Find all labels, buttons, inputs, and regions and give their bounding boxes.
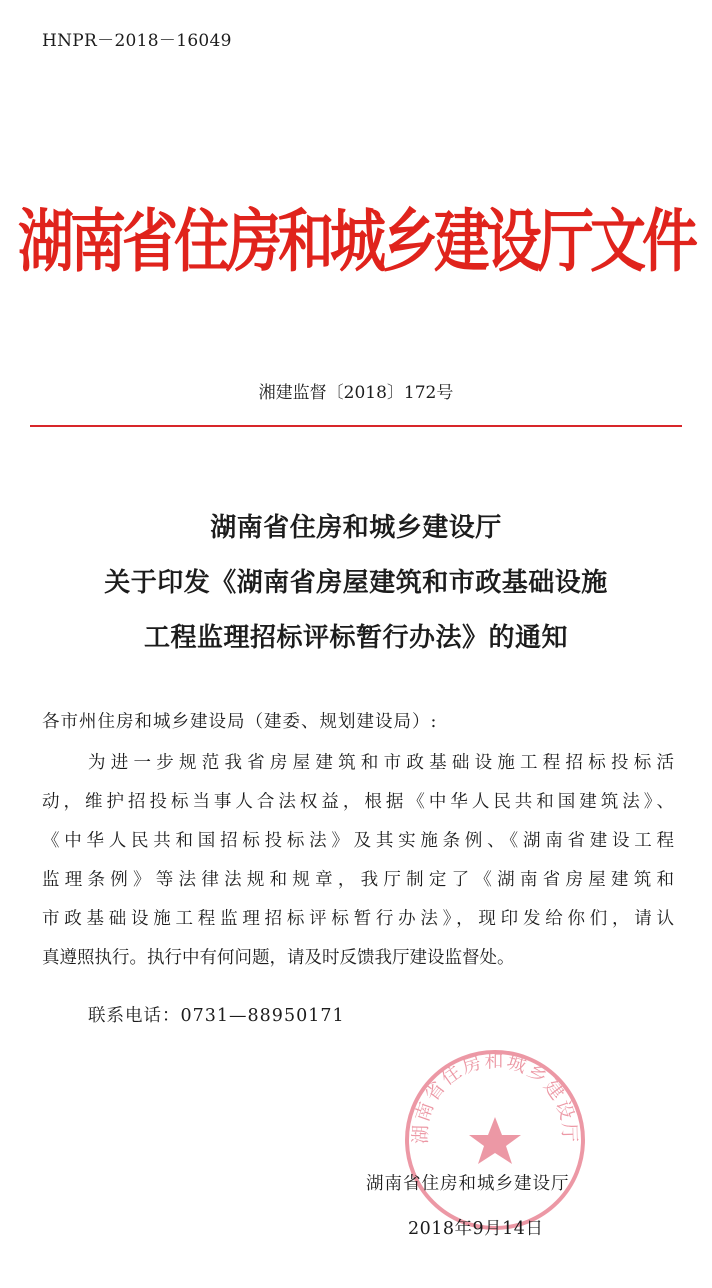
star-icon: [469, 1117, 521, 1164]
notice-title-line-3: 工程监理招标评标暂行办法》的通知: [143, 623, 568, 653]
notice-title-line-1: 湖南省住房和城乡建设厅: [210, 513, 502, 543]
body-line-2: 动，维护招投标当事人合法权益，根据《中华人民共和国建筑法》、: [42, 792, 674, 812]
salutation: 各市州住房和城乡建设局（建委、规划建设局）:: [42, 712, 438, 732]
body-line-6: 真遵照执行。执行中有何问题，请及时反馈我厅建设监督处。: [42, 948, 515, 968]
body-line-3: 《中华人民共和国招标投标法》及其实施条例、《湖南省建设工程: [42, 831, 674, 851]
body-line-5: 市政基础设施工程监理招标评标暂行办法》，现印发给你们，请认: [42, 909, 674, 929]
official-seal-stamp: [400, 1045, 590, 1235]
seal-text: 湖南省住房和城乡建设厅: [409, 1050, 581, 1145]
document-number: HNPR－2018－16049: [42, 31, 232, 51]
issue-date: 2018年9月14日: [408, 1219, 544, 1239]
issuer-name: 湖南省住房和城乡建设厅: [366, 1174, 570, 1194]
body-line-4: 监理条例》等法律法规和规章，我厅制定了《湖南省房屋建筑和: [42, 870, 674, 890]
red-header-title: 湖南省住房和城乡建设厅文件: [18, 202, 694, 282]
file-number: 湘建监督〔2018〕172号: [258, 383, 454, 403]
notice-title-line-2: 关于印发《湖南省房屋建筑和市政基础设施: [104, 568, 608, 598]
contact-phone: 联系电话：0731—88950171: [88, 1006, 345, 1026]
body-line-1: 为进一步规范我省房屋建筑和市政基础设施工程招标投标活: [88, 753, 674, 773]
red-divider-line: [30, 425, 682, 427]
